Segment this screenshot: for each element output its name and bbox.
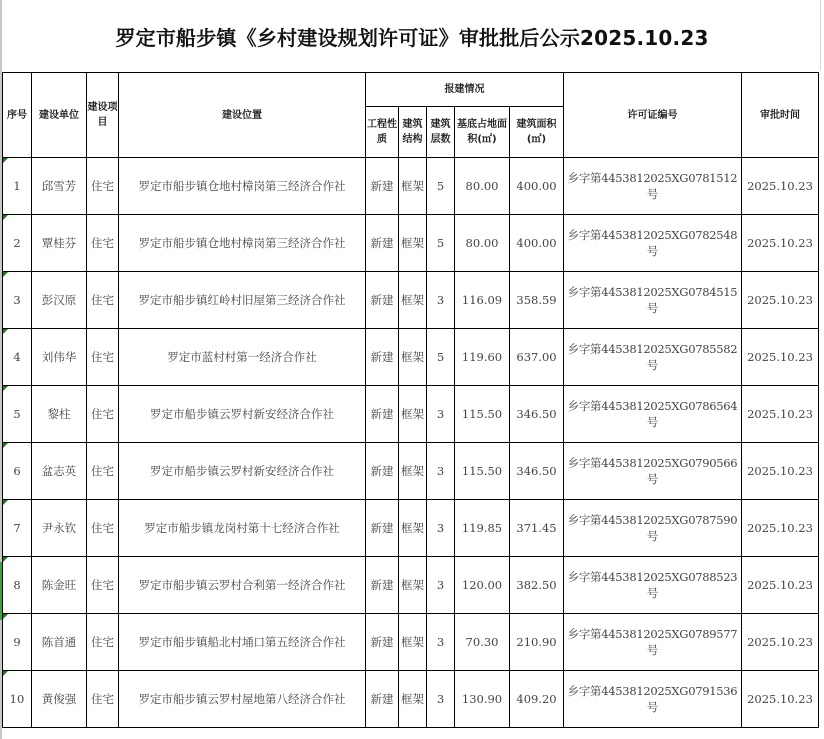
row-building-area[interactable]: 346.50 — [510, 443, 564, 500]
row-structure[interactable]: 框架 — [399, 500, 427, 557]
row-location[interactable]: 罗定市船步镇仓地村樟岗第三经济合作社 — [119, 215, 366, 272]
row-floors[interactable]: 3 — [427, 671, 455, 728]
row-approval-date[interactable]: 2025.10.23 — [742, 329, 819, 386]
row-structure[interactable]: 框架 — [399, 329, 427, 386]
row-base-area[interactable]: 115.50 — [455, 443, 510, 500]
row-permit-no[interactable]: 乡字第4453812025XG0781512号 — [564, 158, 742, 215]
row-permit-no[interactable]: 乡字第4453812025XG0784515号 — [564, 272, 742, 329]
row-structure[interactable]: 框架 — [399, 158, 427, 215]
row-location[interactable]: 罗定市船步镇云罗村合利第一经济合作社 — [119, 557, 366, 614]
row-seq[interactable]: 5 — [3, 386, 32, 443]
header-permit-no: 许可证编号 — [564, 73, 742, 158]
row-approval-date[interactable]: 2025.10.23 — [742, 500, 819, 557]
row-nature[interactable]: 新建 — [366, 329, 399, 386]
header-building-area: 建筑面积(㎡) — [510, 107, 564, 158]
row-project[interactable]: 住宅 — [87, 158, 119, 215]
row-seq[interactable]: 8 — [3, 557, 32, 614]
row-permit-no[interactable]: 乡字第4453812025XG0787590号 — [564, 500, 742, 557]
row-building-area[interactable]: 400.00 — [510, 158, 564, 215]
row-permit-no[interactable]: 乡字第4453812025XG0785582号 — [564, 329, 742, 386]
row-building-area[interactable]: 382.50 — [510, 557, 564, 614]
row-location[interactable]: 罗定市船步镇船北村埇口第五经济合作社 — [119, 614, 366, 671]
row-unit[interactable]: 覃桂芬 — [32, 215, 87, 272]
row-floors[interactable]: 5 — [427, 329, 455, 386]
row-base-area[interactable]: 119.60 — [455, 329, 510, 386]
row-structure[interactable]: 框架 — [399, 386, 427, 443]
row-seq[interactable]: 6 — [3, 443, 32, 500]
row-building-area[interactable]: 358.59 — [510, 272, 564, 329]
row-building-area[interactable]: 210.90 — [510, 614, 564, 671]
row-floors[interactable]: 3 — [427, 557, 455, 614]
row-project[interactable]: 住宅 — [87, 386, 119, 443]
row-project[interactable]: 住宅 — [87, 671, 119, 728]
header-floors: 建筑层数 — [427, 107, 455, 158]
row-project[interactable]: 住宅 — [87, 614, 119, 671]
row-base-area[interactable]: 120.00 — [455, 557, 510, 614]
row-building-area[interactable]: 346.50 — [510, 386, 564, 443]
table-row — [3, 671, 819, 728]
row-location[interactable]: 罗定市船步镇仓地村樟岗第三经济合作社 — [119, 158, 366, 215]
row-unit[interactable]: 尹永钦 — [32, 500, 87, 557]
table-row — [3, 215, 819, 272]
row-unit[interactable]: 邱雪芳 — [32, 158, 87, 215]
row-floors[interactable]: 3 — [427, 500, 455, 557]
row-nature[interactable]: 新建 — [366, 443, 399, 500]
row-structure[interactable]: 框架 — [399, 443, 427, 500]
row-unit[interactable]: 刘伟华 — [32, 329, 87, 386]
row-nature[interactable]: 新建 — [366, 500, 399, 557]
row-floors[interactable]: 3 — [427, 443, 455, 500]
table-row — [3, 443, 819, 500]
row-project[interactable]: 住宅 — [87, 443, 119, 500]
row-building-area[interactable]: 409.20 — [510, 671, 564, 728]
row-seq[interactable]: 7 — [3, 500, 32, 557]
table-row — [3, 329, 819, 386]
row-nature[interactable]: 新建 — [366, 272, 399, 329]
permit-table — [2, 72, 819, 728]
row-approval-date[interactable]: 2025.10.23 — [742, 272, 819, 329]
row-base-area[interactable]: 115.50 — [455, 386, 510, 443]
row-unit[interactable]: 盆志英 — [32, 443, 87, 500]
row-location[interactable]: 罗定市船步镇红岭村旧屋第三经济合作社 — [119, 272, 366, 329]
row-permit-no[interactable]: 乡字第4453812025XG0789577号 — [564, 614, 742, 671]
row-permit-no[interactable]: 乡字第4453812025XG0791536号 — [564, 671, 742, 728]
row-structure[interactable]: 框架 — [399, 215, 427, 272]
header-project: 建设项目 — [87, 73, 119, 158]
row-nature[interactable]: 新建 — [366, 215, 399, 272]
row-seq[interactable]: 9 — [3, 614, 32, 671]
row-floors[interactable]: 5 — [427, 215, 455, 272]
row-project[interactable]: 住宅 — [87, 215, 119, 272]
row-structure[interactable]: 框架 — [399, 671, 427, 728]
row-structure[interactable]: 框架 — [399, 272, 427, 329]
row-project[interactable]: 住宅 — [87, 500, 119, 557]
row-seq[interactable]: 3 — [3, 272, 32, 329]
row-nature[interactable]: 新建 — [366, 671, 399, 728]
row-floors[interactable]: 3 — [427, 386, 455, 443]
table-row — [3, 500, 819, 557]
row-structure[interactable]: 框架 — [399, 614, 427, 671]
row-building-area[interactable]: 371.45 — [510, 500, 564, 557]
table-row — [3, 272, 819, 329]
row-base-area[interactable]: 80.00 — [455, 158, 510, 215]
row-unit[interactable]: 彭汉原 — [32, 272, 87, 329]
header-report-group: 报建情况 — [366, 73, 564, 107]
header-unit: 建设单位 — [32, 73, 87, 158]
header-nature: 工程性质 — [366, 107, 399, 158]
row-seq[interactable]: 4 — [3, 329, 32, 386]
row-nature[interactable]: 新建 — [366, 614, 399, 671]
row-building-area[interactable]: 400.00 — [510, 215, 564, 272]
row-floors[interactable]: 3 — [427, 272, 455, 329]
row-project[interactable]: 住宅 — [87, 272, 119, 329]
row-nature[interactable]: 新建 — [366, 557, 399, 614]
row-approval-date[interactable]: 2025.10.23 — [742, 158, 819, 215]
row-approval-date[interactable]: 2025.10.23 — [742, 557, 819, 614]
row-nature[interactable]: 新建 — [366, 158, 399, 215]
row-project[interactable]: 住宅 — [87, 329, 119, 386]
row-building-area[interactable]: 637.00 — [510, 329, 564, 386]
header-approval-date: 审批时间 — [742, 73, 819, 158]
row-approval-date[interactable]: 2025.10.23 — [742, 386, 819, 443]
row-floors[interactable]: 3 — [427, 614, 455, 671]
header-structure: 建筑结构 — [399, 107, 427, 158]
header-location: 建设位置 — [119, 73, 366, 158]
row-unit[interactable]: 黎柱 — [32, 386, 87, 443]
row-location[interactable]: 罗定市船步镇云罗村新安经济合作社 — [119, 443, 366, 500]
row-approval-date[interactable]: 2025.10.23 — [742, 614, 819, 671]
table-row — [3, 557, 819, 614]
table-row — [3, 158, 819, 215]
row-base-area[interactable]: 130.90 — [455, 671, 510, 728]
row-permit-no[interactable]: 乡字第4453812025XG0790566号 — [564, 443, 742, 500]
row-seq[interactable]: 2 — [3, 215, 32, 272]
table-row — [3, 386, 819, 443]
row-permit-no[interactable]: 乡字第4453812025XG0786564号 — [564, 386, 742, 443]
table-row — [3, 614, 819, 671]
row-nature[interactable]: 新建 — [366, 386, 399, 443]
row-approval-date[interactable]: 2025.10.23 — [742, 671, 819, 728]
row-location[interactable]: 罗定市船步镇龙岗村第十七经济合作社 — [119, 500, 366, 557]
page-title: 罗定市船步镇《乡村建设规划许可证》审批批后公示2025.10.23 — [115, 25, 709, 50]
header-base-area: 基底占地面积(㎡) — [455, 107, 510, 158]
row-approval-date[interactable]: 2025.10.23 — [742, 443, 819, 500]
row-location[interactable]: 罗定市蓝村村第一经济合作社 — [119, 329, 366, 386]
row-structure[interactable]: 框架 — [399, 557, 427, 614]
row-location[interactable]: 罗定市船步镇云罗村屋地第八经济合作社 — [119, 671, 366, 728]
row-permit-no[interactable]: 乡字第4453812025XG0782548号 — [564, 215, 742, 272]
row-base-area[interactable]: 80.00 — [455, 215, 510, 272]
row-approval-date[interactable]: 2025.10.23 — [742, 215, 819, 272]
row-project[interactable]: 住宅 — [87, 557, 119, 614]
row-unit[interactable]: 陈金旺 — [32, 557, 87, 614]
row-seq[interactable]: 1 — [3, 158, 32, 215]
row-unit[interactable]: 黄俊强 — [32, 671, 87, 728]
row-permit-no[interactable]: 乡字第4453812025XG0788523号 — [564, 557, 742, 614]
row-location[interactable]: 罗定市船步镇云罗村新安经济合作社 — [119, 386, 366, 443]
row-base-area[interactable]: 119.85 — [455, 500, 510, 557]
row-unit[interactable]: 陈首通 — [32, 614, 87, 671]
row-base-area[interactable]: 116.09 — [455, 272, 510, 329]
row-seq[interactable]: 10 — [3, 671, 32, 728]
row-floors[interactable]: 5 — [427, 158, 455, 215]
row-base-area[interactable]: 70.30 — [455, 614, 510, 671]
header-seq: 序号 — [3, 73, 32, 158]
